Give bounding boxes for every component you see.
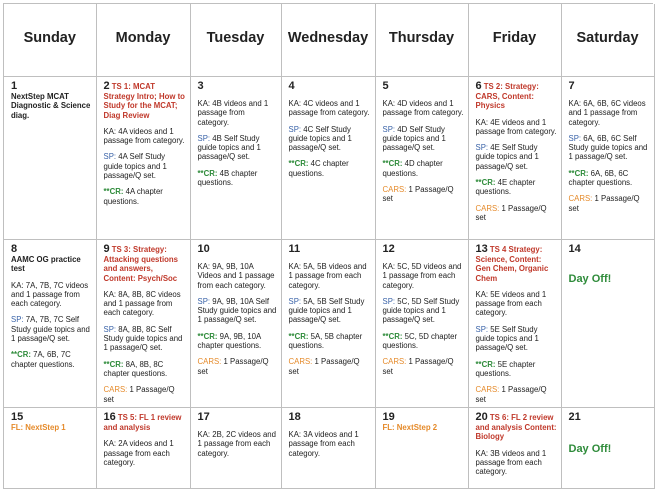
task-line-cr (569, 169, 650, 188)
task-text: 4A videos and 1 passage from category. (103, 126, 185, 146)
task-label: KA: (197, 430, 211, 439)
day-title: CARS, Content: Physics (475, 92, 534, 111)
day-cell[interactable] (375, 408, 468, 489)
day-number: 6 (475, 80, 482, 92)
weekday-header-saturday (561, 4, 654, 77)
weekday-header-wednesday (281, 4, 375, 77)
task-text: 4A Self Study guide topics and 1 passage/Q set. (103, 152, 167, 181)
day-content (469, 408, 561, 478)
weekday-header-monday (96, 4, 190, 77)
weekday-header-friday (468, 4, 561, 77)
day-number: 15 (11, 411, 24, 423)
task-line-cr (198, 169, 277, 188)
day-content (282, 408, 375, 460)
task-line-cr (383, 159, 464, 178)
day-cell[interactable] (375, 77, 468, 240)
day-cell[interactable] (190, 408, 281, 489)
task-line-ka (289, 430, 371, 458)
weekday-header-tuesday (190, 4, 281, 77)
task-line-sp (383, 297, 464, 325)
day-content (469, 240, 561, 406)
task-text: 1 Passage/Q set (382, 357, 454, 376)
task-label: CARS: (475, 385, 500, 395)
day-heading (11, 80, 92, 92)
task-line-sp (11, 315, 92, 343)
day-number: 8 (11, 243, 18, 255)
day-title: and analysis (103, 423, 151, 432)
task-label: KA: (288, 262, 302, 271)
day-content (4, 240, 96, 371)
task-text: 3B videos and 1 passage from each category. (475, 448, 547, 477)
task-text: 7A, 6B, 7C chapter questions. (11, 350, 75, 369)
task-text: 4D videos and 1 passage from category. (382, 99, 464, 118)
task-label: **CR: (197, 331, 218, 341)
task-text: 5A, 5B Self Study guide topics and 1 passage/Q set. (288, 296, 365, 325)
task-text: 4C videos and 1 passage from category. (288, 99, 370, 118)
day-number: 18 (288, 411, 301, 423)
task-label: **CR: (288, 159, 309, 169)
task-label: **CR: (197, 168, 218, 178)
day-heading (11, 243, 92, 255)
day-content (376, 77, 468, 206)
task-label: **CR: (11, 350, 31, 360)
task-text: 4E videos and 1 passage from category. (475, 117, 557, 136)
test-session-tag: TS 3: Strategy: (111, 245, 167, 254)
task-text: 9A, 9B, 10A Videos and 1 passage from each category. (197, 262, 275, 290)
task-text: 4C chapter questions. (288, 159, 349, 178)
task-label: CARS: (382, 357, 407, 367)
day-cell[interactable] (96, 240, 190, 408)
task-line-sp (289, 125, 371, 153)
task-label: **CR: (382, 331, 403, 341)
day-heading (104, 80, 186, 92)
task-line-cars (476, 204, 557, 223)
task-text: 1 Passage/Q set (475, 385, 547, 404)
task-text: 8A, 8B, 8C chapter questions. (103, 359, 168, 378)
task-line-ka (104, 127, 186, 146)
day-cell[interactable] (468, 408, 561, 489)
task-line-ka (383, 99, 464, 118)
day-number: 10 (197, 243, 210, 255)
task-label: CARS: (382, 185, 407, 195)
day-title: Science, Content: Gen Chem, Organic Chem (475, 255, 549, 283)
day-content (376, 240, 468, 378)
day-heading (383, 80, 464, 92)
task-text: 2B, 2C videos and 1 passage from each category. (197, 430, 276, 458)
task-label: SP: (197, 296, 211, 306)
task-line-ka (198, 430, 277, 458)
task-text: 4B chapter questions. (197, 168, 258, 188)
day-number: 17 (197, 411, 210, 423)
task-label: SP: (475, 324, 489, 334)
task-text: 1 Passage/Q set (382, 185, 454, 204)
day-heading (476, 80, 557, 92)
task-text: 5C, 5D videos and 1 passage from each category. (382, 262, 462, 290)
day-content (191, 240, 281, 378)
day-heading (11, 411, 92, 423)
day-content (97, 77, 190, 208)
task-line-ka (289, 99, 371, 118)
task-text: 5E videos and 1 passage from each category. (475, 289, 547, 318)
task-line-cr (104, 187, 186, 206)
task-line-sp (104, 152, 186, 180)
day-content (562, 77, 654, 215)
test-session-tag: TS 6: FL 2 review (489, 413, 554, 422)
task-text: 8A, 8B, 8C Self Study guide topics and 1 passage/Q set. (103, 324, 183, 353)
day-number: 7 (568, 80, 575, 92)
day-title: AAMC OG practice test (11, 255, 81, 274)
day-content (4, 77, 96, 122)
day-number: 20 (475, 411, 488, 423)
calendar-grid (4, 4, 655, 489)
task-line-cr (289, 159, 371, 178)
task-line-ka (569, 99, 650, 127)
task-label: SP: (11, 315, 24, 325)
weekday-label: Monday (115, 30, 171, 46)
task-text: 3A videos and 1 passage from each category. (288, 430, 359, 458)
task-label: SP: (382, 296, 396, 306)
task-line-cars (569, 194, 650, 213)
day-heading (104, 243, 186, 255)
task-label: **CR: (103, 187, 124, 197)
day-cell[interactable] (561, 408, 654, 489)
day-number: 9 (103, 243, 110, 255)
day-heading (383, 243, 464, 255)
task-line-ka (476, 290, 557, 318)
day-number: 21 (568, 411, 581, 423)
task-line-ka (104, 439, 186, 467)
day-heading (289, 411, 371, 423)
task-label: KA: (288, 430, 302, 439)
weekday-label: Saturday (576, 30, 639, 46)
day-content (469, 77, 561, 224)
weekday-header-row (4, 4, 654, 77)
test-session-tag: TS 1: MCAT (111, 82, 155, 91)
task-label: KA: (568, 99, 582, 108)
task-label: **CR: (382, 159, 403, 169)
task-text: 1 Passage/Q set (475, 203, 547, 222)
task-label: KA: (103, 289, 117, 299)
weekday-label: Sunday (23, 30, 76, 46)
task-line-ka (11, 281, 92, 309)
task-label: **CR: (288, 331, 309, 341)
task-label: SP: (288, 124, 302, 134)
day-title: Attacking questions and answers, Content: Psych/Soc (103, 255, 179, 283)
day-off-label: Day Off! (568, 443, 612, 455)
task-label: KA: (288, 99, 302, 108)
day-heading (289, 80, 371, 92)
day-content (97, 240, 190, 406)
weekday-label: Thursday (388, 30, 455, 46)
weekday-header-thursday (375, 4, 468, 77)
day-off-label: Day Off! (568, 273, 612, 285)
task-label: **CR: (103, 359, 124, 369)
task-text: 5E chapter questions. (475, 359, 536, 378)
day-title: FL: NextStep 1 (11, 423, 66, 432)
task-label: **CR: (568, 168, 589, 178)
task-line-cars (476, 385, 557, 404)
day-cell[interactable] (190, 240, 281, 408)
task-line-sp (104, 325, 186, 353)
task-text: 2A videos and 1 passage from each category. (103, 439, 174, 467)
day-cell[interactable] (375, 240, 468, 408)
day-number: 19 (382, 411, 395, 423)
day-content (97, 408, 190, 469)
test-session-tag: TS 2: Strategy: (483, 82, 539, 91)
task-line-cr (383, 332, 464, 351)
week-row (4, 77, 654, 240)
task-text: 5E Self Study guide topics and 1 passage/Q set. (475, 324, 539, 353)
day-number: 3 (197, 80, 204, 92)
day-number: 16 (103, 411, 116, 423)
task-text: 1 Passage/Q set (568, 194, 640, 213)
day-cell[interactable] (281, 408, 375, 489)
day-heading (476, 243, 557, 255)
task-line-cr (289, 332, 371, 351)
task-line-ka (476, 449, 557, 477)
day-content (191, 408, 281, 460)
day-content (562, 240, 654, 286)
day-title: and analysis Content: Biology (475, 423, 557, 442)
day-cell[interactable] (190, 77, 281, 240)
day-heading (104, 411, 186, 423)
task-label: KA: (11, 280, 24, 290)
task-text: 4B Self Study guide topics and 1 passage/Q set. (197, 133, 261, 162)
day-heading (198, 411, 277, 423)
task-text: 4D chapter questions. (382, 159, 443, 178)
task-line-sp (476, 325, 557, 353)
task-label: SP: (103, 324, 117, 334)
task-line-cr (476, 360, 557, 379)
day-content (376, 408, 468, 434)
task-text: 1 Passage/Q set (288, 357, 360, 376)
day-cell[interactable] (281, 77, 375, 240)
weekday-header-sunday (4, 4, 96, 77)
task-label: SP: (288, 296, 302, 306)
test-session-tag: TS 5: FL 1 review (117, 413, 182, 422)
task-text: 7A, 7B, 7C videos and 1 passage from each category. (11, 280, 89, 309)
task-text: 4E chapter questions. (475, 178, 536, 197)
day-cell[interactable] (281, 240, 375, 408)
day-cell[interactable] (468, 77, 561, 240)
day-cell[interactable] (561, 77, 654, 240)
task-label: KA: (382, 262, 396, 271)
task-line-ka (104, 290, 186, 318)
task-line-cars (289, 357, 371, 376)
task-text: 1 Passage/Q set (197, 357, 269, 376)
week-row (4, 408, 654, 489)
task-line-sp (569, 134, 650, 162)
task-line-cars (383, 357, 464, 376)
task-label: KA: (103, 126, 117, 136)
task-text: 5C, 5D chapter questions. (382, 331, 458, 351)
task-text: 9A, 9B, 10A chapter questions. (197, 331, 262, 351)
task-label: CARS: (197, 357, 222, 367)
task-line-sp (198, 297, 277, 325)
task-label: SP: (382, 124, 396, 134)
task-line-cr (198, 332, 277, 351)
task-line-sp (289, 297, 371, 325)
task-line-ka (198, 262, 277, 290)
task-line-ka (383, 262, 464, 290)
task-text: 4E Self Study guide topics and 1 passage/Q set. (475, 143, 539, 171)
task-label: KA: (475, 117, 489, 127)
day-heading (198, 80, 277, 92)
weekday-label: Wednesday (287, 30, 369, 46)
day-cell[interactable] (468, 240, 561, 408)
day-number: 4 (288, 80, 295, 92)
day-heading (476, 411, 557, 423)
day-content (562, 408, 654, 456)
task-line-cr (11, 350, 92, 369)
weekday-label: Friday (492, 30, 537, 46)
day-number: 1 (11, 80, 18, 92)
day-heading (569, 411, 650, 423)
task-label: CARS: (103, 385, 128, 395)
task-label: **CR: (475, 359, 496, 369)
day-number: 11 (288, 243, 301, 255)
task-label: KA: (475, 448, 489, 458)
day-title: Strategy Intro; How to Study for the MCAT; Diag Review (103, 92, 185, 120)
day-number: 12 (382, 243, 395, 255)
weekday-label: Tuesday (206, 30, 265, 46)
day-cell[interactable] (4, 408, 96, 489)
task-label: SP: (103, 152, 117, 162)
day-content (191, 77, 281, 189)
task-text: 7A, 7B, 7C Self Study guide topics and 1 passage/Q set. (11, 315, 90, 344)
task-text: 6A, 6B, 6C chapter questions. (568, 168, 633, 188)
week-row (4, 240, 654, 408)
day-heading (383, 411, 464, 423)
task-line-cars (104, 385, 186, 404)
task-text: 4C Self Study guide topics and 1 passage/Q set. (288, 124, 352, 153)
day-content (4, 408, 96, 434)
task-line-cars (383, 185, 464, 204)
task-line-sp (383, 125, 464, 153)
task-text: 5A, 5B videos and 1 passage from each category. (288, 262, 367, 290)
day-heading (198, 243, 277, 255)
test-session-tag: TS 4 Strategy: (489, 245, 543, 254)
day-number: 2 (103, 80, 110, 92)
task-line-cr (476, 178, 557, 197)
day-number: 13 (475, 243, 488, 255)
day-number: 14 (568, 243, 581, 255)
task-label: SP: (475, 143, 489, 153)
task-text: 4A chapter questions. (103, 187, 163, 206)
day-number: 5 (382, 80, 389, 92)
day-cell[interactable] (4, 77, 96, 240)
task-label: KA: (197, 262, 211, 271)
task-line-sp (198, 134, 277, 162)
task-label: **CR: (475, 178, 496, 188)
task-line-cars (198, 357, 277, 376)
task-line-sp (476, 143, 557, 171)
task-line-ka (476, 118, 557, 137)
day-content (282, 240, 375, 378)
day-content (282, 77, 375, 180)
task-label: KA: (197, 99, 211, 108)
day-heading (569, 243, 650, 255)
day-heading (569, 80, 650, 92)
day-cell[interactable] (4, 240, 96, 408)
day-title: FL: NextStep 2 (382, 423, 438, 432)
task-label: KA: (103, 439, 117, 449)
task-label: KA: (382, 99, 396, 108)
task-text: 9A, 9B, 10A Self Study guide topics and 1 passage/Q set. (197, 296, 277, 325)
task-text: 6A, 6B, 6C videos and 1 passage from category. (568, 99, 646, 127)
task-text: 5A, 5B chapter questions. (288, 331, 363, 351)
calendar (3, 3, 653, 489)
task-label: CARS: (288, 357, 313, 367)
day-cell[interactable] (561, 240, 654, 408)
task-text: 4B videos and 1 passage from category. (197, 99, 269, 127)
task-label: KA: (475, 289, 489, 299)
task-text: 8A, 8B, 8C videos and 1 passage from each category. (103, 289, 181, 318)
task-text: 5C, 5D Self Study guide topics and 1 passage/Q set. (382, 296, 460, 325)
day-heading (289, 243, 371, 255)
task-line-ka (198, 99, 277, 127)
day-cell[interactable] (96, 408, 190, 489)
task-text: 1 Passage/Q set (103, 385, 175, 404)
task-label: SP: (197, 133, 211, 143)
day-cell[interactable] (96, 77, 190, 240)
task-label: SP: (568, 133, 582, 143)
task-line-cr (104, 360, 186, 379)
task-line-ka (289, 262, 371, 290)
day-title: NextStep MCAT Diagnostic & Science diag. (11, 92, 91, 120)
task-text: 4D Self Study guide topics and 1 passage/Q set. (382, 124, 446, 153)
task-label: CARS: (475, 203, 500, 213)
task-text: 6A, 6B, 6C Self Study guide topics and 1 passage/Q set. (568, 133, 648, 162)
task-label: CARS: (568, 194, 593, 204)
